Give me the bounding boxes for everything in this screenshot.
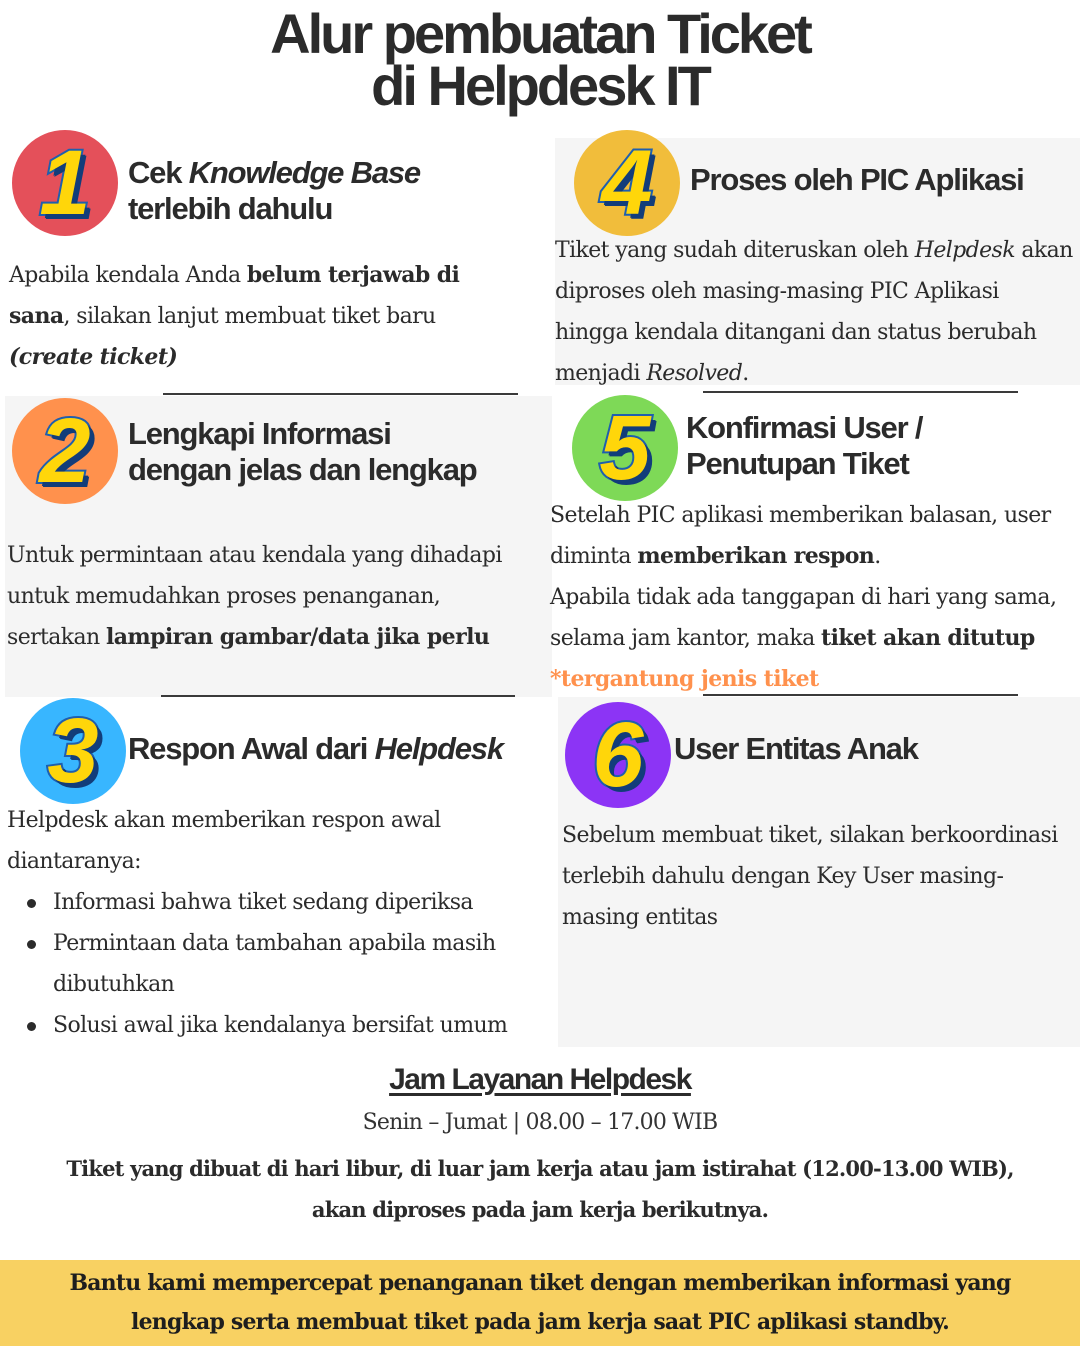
step-6-badge <box>565 702 671 808</box>
step-2-heading: Lengkapi Informasi dengan jelas dan lengkap <box>128 416 477 487</box>
step-6-heading: User Entitas Anak <box>674 731 918 766</box>
divider-2-3 <box>161 695 515 697</box>
step-5-body: Setelah PIC aplikasi memberikan balasan, user diminta memberikan respon. Apabila tidak ada tanggapan di hari yang sama, selama jam kantor, maka tiket akan ditutup *tergantung jenis tiket <box>550 503 1057 692</box>
list-item: Solusi awal jika kendalanya bersifat umum <box>7 1005 542 1046</box>
page-title <box>0 2 1080 117</box>
number-6-icon: 6 <box>592 704 644 806</box>
step-2-badge <box>12 398 118 504</box>
service-hours-note: Tiket yang dibuat di hari libur, di luar jam kerja atau jam istirahat (12.00-13.00 WIB), akan diproses pada jam kerja berikutnya. <box>66 1156 1014 1222</box>
divider-1-2 <box>163 393 518 395</box>
number-2-icon: 2 <box>39 400 91 502</box>
list-item: Informasi bahwa tiket sedang diperiksa <box>7 882 542 923</box>
service-hours-schedule: Senin – Jumat | 08.00 – 17.00 WIB <box>362 1110 718 1135</box>
step-1-heading: Cek Knowledge Base terlebih dahulu <box>128 155 420 226</box>
page-title-line2: di Helpdesk IT <box>371 54 709 117</box>
step-3-badge <box>20 698 126 804</box>
step-3-intro: Helpdesk akan memberikan respon awal diantaranya: <box>7 808 441 874</box>
number-5-icon: 5 <box>599 397 651 499</box>
step-4-badge <box>574 130 680 236</box>
step-4-body: Tiket yang sudah diteruskan oleh Helpdesk akan diproses oleh masing-masing PIC Aplikasi hingga kendala ditangani dan status berubah menjadi Resolved. <box>555 238 1073 386</box>
step-3-body <box>7 800 542 1046</box>
step-1-badge <box>12 130 118 236</box>
footer-banner: Bantu kami mempercepat penanganan tiket dengan memberikan informasi yang lengkap serta membuat tiket pada jam kerja saat PIC aplikasi standby. <box>0 1260 1080 1346</box>
step-3-heading: Respon Awal dari Helpdesk <box>128 731 503 766</box>
number-4-icon: 4 <box>601 132 653 234</box>
step-2-body: Untuk permintaan atau kendala yang dihadapi untuk memudahkan proses penanganan, sertakan lampiran gambar/data jika perlu <box>7 543 502 650</box>
step-3-bullet-list <box>7 882 542 1046</box>
list-item: Permintaan data tambahan apabila masih dibutuhkan <box>7 923 542 1005</box>
step-5-badge <box>572 395 678 501</box>
number-1-icon: 1 <box>39 132 91 234</box>
step-4-heading: Proses oleh PIC Aplikasi <box>690 162 1024 197</box>
page-title-line1: Alur pembuatan Ticket <box>270 2 810 65</box>
service-hours-title: Jam Layanan Helpdesk <box>389 1063 691 1096</box>
step-6-body: Sebelum membuat tiket, silakan berkoordinasi terlebih dahulu dengan Key User masing-masing entitas <box>562 823 1058 930</box>
step-1-body: Apabila kendala Anda belum terjawab di sana, silakan lanjut membuat tiket baru (create ticket) <box>9 262 460 370</box>
step-5-note: *tergantung jenis tiket <box>550 666 819 692</box>
step-5-heading: Konfirmasi User / Penutupan Tiket <box>686 410 923 481</box>
number-3-icon: 3 <box>47 700 99 802</box>
